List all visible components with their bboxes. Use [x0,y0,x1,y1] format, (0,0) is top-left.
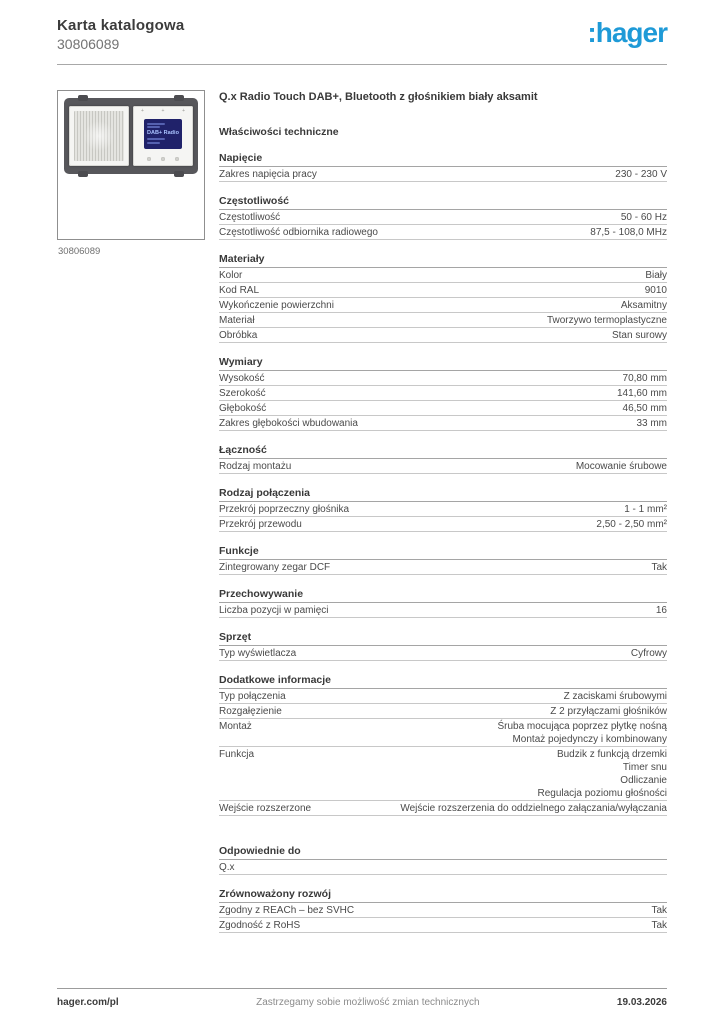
property-value [276,372,667,385]
page-header [57,17,667,52]
property-value-line: 9010 [644,284,667,296]
property-value-line: Budzik z funkcją drzemki [556,748,667,760]
property-value-line: 230 - 230 V [615,168,667,180]
hager-logo: :hager [587,17,667,48]
property-value [341,604,668,617]
mounting-claw-icon [78,171,88,177]
property-value-line: Śruba mocująca poprzez płytkę nośną [497,720,667,732]
property-label: Przekrój poprzeczny głośnika [219,503,350,515]
property-row [219,719,667,747]
property-row [219,210,667,225]
touch-marks-icon: + + + [141,108,185,114]
display-line-decor [147,138,165,140]
property-value [390,226,667,239]
property-row [219,801,667,816]
section-wymiary [219,356,667,431]
section-title: Dodatkowe informacje [219,674,667,689]
footer-website: hager.com/pl [57,997,119,1008]
speaker-grille-icon [74,111,124,161]
section-title: Napięcie [219,152,667,167]
mounting-claw-icon [174,95,184,101]
property-value [361,503,667,516]
property-row [219,747,667,801]
mounting-plate-graphic [64,98,198,174]
section-title: Wymiary [219,356,667,371]
property-value [314,518,667,531]
property-value-line: 33 mm [636,417,667,429]
property-value [312,919,667,932]
property-value [266,748,667,800]
property-label: Funkcja [219,748,255,760]
property-label: Q.x [219,861,235,873]
property-label: Kod RAL [219,284,260,296]
section-częstotliwość [219,195,667,240]
property-row [219,167,667,182]
property-value [308,647,667,660]
property-value-line: Wejście rozszerzenia do oddzielnego załączania/wyłączania [400,802,667,814]
property-label: Wysokość [219,372,265,384]
header-divider [57,64,667,65]
radio-touch-module-graphic [133,106,193,166]
property-value [267,314,667,327]
property-value-line: 16 [655,604,667,616]
property-value-line: Biały [645,269,667,281]
property-row [219,371,667,386]
display-line-decor [147,142,160,144]
mounting-claw-icon [174,171,184,177]
property-value [366,904,667,917]
property-value-line: Tworzywo termoplastyczne [546,314,667,326]
property-value [271,284,667,297]
property-value-line: Z zaciskami śrubowymi [563,690,667,702]
property-value-line: 70,80 mm [622,372,667,384]
property-value [278,387,667,400]
property-value [278,402,667,415]
property-label: Głębokość [219,402,267,414]
section-title: Sprzęt [219,631,667,646]
display-line-decor [147,126,160,128]
property-label: Rodzaj montażu [219,460,292,472]
property-label: Częstotliwość odbiornika radiowego [219,226,378,238]
property-value-line: Mocowanie śrubowe [575,460,667,472]
property-value [264,720,667,746]
property-row [219,416,667,431]
section-sprzęt [219,631,667,661]
properties-column [219,90,667,933]
property-label: Obróbka [219,329,258,341]
property-value-line: Odliczanie [620,774,667,786]
touch-buttons-icon [147,157,179,161]
property-row [219,298,667,313]
property-row [219,459,667,474]
mounting-claw-icon [78,95,88,101]
section-materiały [219,253,667,343]
property-value-line: 87,5 - 108,0 MHz [590,226,667,238]
section-odpowiednie-do [219,845,667,875]
property-value-line: Montaż pojedynczy i kombinowany [512,733,667,745]
section-title: Funkcje [219,545,667,560]
property-value [370,417,667,430]
property-row [219,603,667,618]
section-zrównoważony-rozwój [219,888,667,933]
property-value [292,211,667,224]
property-row [219,268,667,283]
property-label: Typ wyświetlacza [219,647,297,659]
property-value [329,168,667,181]
property-label: Zgodny z REACh – bez SVHC [219,904,355,916]
property-label: Montaż [219,720,252,732]
section-title: Przechowywanie [219,588,667,603]
section-title: Odpowiednie do [219,845,667,860]
technical-properties-heading: Właściwości techniczne [219,126,339,138]
property-label: Typ połączenia [219,690,286,702]
property-label: Kolor [219,269,243,281]
property-label: Liczba pozycji w pamięci [219,604,329,616]
property-value [342,561,667,574]
product-image-caption: 30806089 [58,246,101,257]
property-value-line: Tak [651,919,667,931]
property-row [219,502,667,517]
property-label: Materiał [219,314,255,326]
property-value-line: 50 - 60 Hz [620,211,667,223]
property-value-line: 141,60 mm [616,387,667,399]
section-funkcje [219,545,667,575]
property-label: Zintegrowany zegar DCF [219,561,331,573]
footer-date: 19.03.2026 [616,997,667,1008]
property-row [219,386,667,401]
property-value-line: Stan surowy [611,329,667,341]
property-label: Zakres głębokości wbudowania [219,417,358,429]
section-title: Rodzaj połączenia [219,487,667,502]
property-row [219,918,667,933]
property-value-line: Timer snu [622,761,667,773]
footer-disclaimer: Zastrzegamy sobie możliwość zmian technicznych [256,997,480,1008]
property-label: Zakres napięcia pracy [219,168,317,180]
property-row [219,225,667,240]
property-row [219,903,667,918]
property-row [219,328,667,343]
property-row [219,560,667,575]
header-product-number: 30806089 [57,36,120,52]
property-value-line: 2,50 - 2,50 mm² [596,518,667,530]
section-title: Zrównoważony rozwój [219,888,667,903]
property-label: Szerokość [219,387,266,399]
section-przechowywanie [219,588,667,618]
property-row [219,401,667,416]
property-label: Wejście rozszerzone [219,802,312,814]
property-row [219,283,667,298]
property-value [254,269,667,282]
section-rodzaj-połączenia [219,487,667,532]
property-row [219,517,667,532]
property-row [219,313,667,328]
property-value-line: Tak [651,904,667,916]
property-value-line: Tak [651,561,667,573]
section-title: Materiały [219,253,667,268]
page-footer [57,997,667,1009]
property-label: Przekrój przewodu [219,518,302,530]
property-value [346,299,667,312]
property-label: Częstotliwość [219,211,281,223]
display-text: DAB+ Radio [147,129,179,136]
property-value [269,329,667,342]
property-value-line: Regulacja poziomu głośności [537,787,667,799]
property-value [323,802,667,815]
property-value-line: Cyfrowy [630,647,667,659]
property-label: Zgodność z RoHS [219,919,301,931]
property-value [294,705,667,718]
page-title: Karta katalogowa [57,17,185,34]
property-row [219,646,667,661]
radio-display-graphic [144,119,182,149]
section-title: Łączność [219,444,667,459]
property-value-line: Z 2 przyłączami głośników [550,705,667,717]
property-label: Wykończenie powierzchni [219,299,334,311]
property-value-line: 46,50 mm [622,402,667,414]
section-napięcie [219,152,667,182]
product-name: Q.x Radio Touch DAB+, Bluetooth z głośnikiem biały aksamit [219,91,538,103]
section-łączność [219,444,667,474]
property-value-line: 1 - 1 mm² [624,503,667,515]
property-row [219,704,667,719]
property-row [219,689,667,704]
display-line-decor [147,123,165,125]
product-image [57,90,205,240]
property-row [219,860,667,875]
section-title: Częstotliwość [219,195,667,210]
properties-sections [219,152,667,933]
property-value [303,460,667,473]
property-value-line: Aksamitny [620,299,667,311]
section-dodatkowe-informacje [219,674,667,816]
property-label: Rozgałęzienie [219,705,282,717]
property-value [298,690,667,703]
speaker-module-graphic [69,106,129,166]
footer-divider [57,988,667,989]
